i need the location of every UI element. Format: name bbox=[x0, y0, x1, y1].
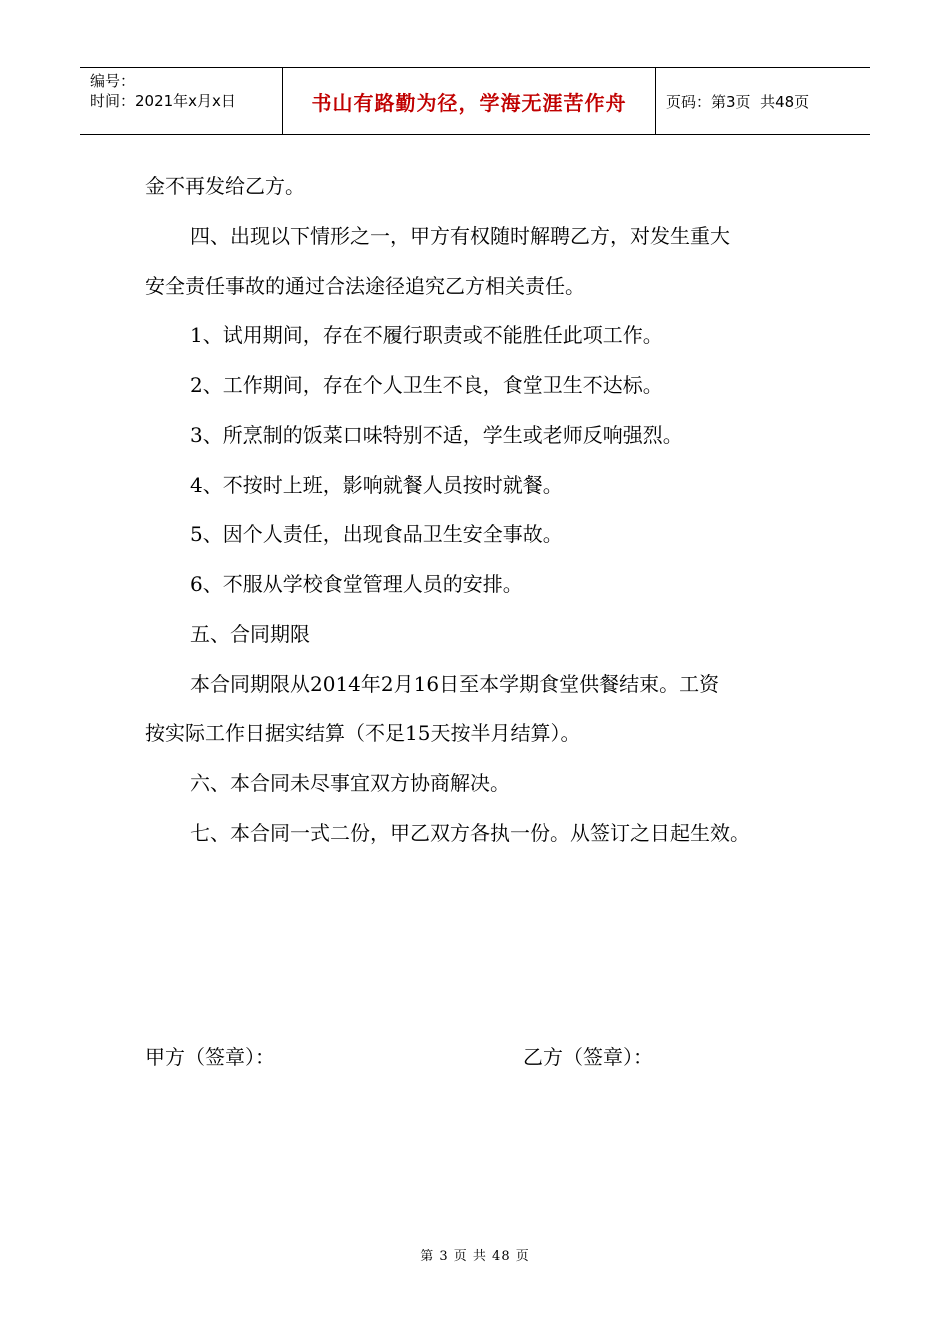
list-item: 5、因个人责任，出现食品卫生安全事故。 bbox=[190, 522, 563, 546]
list-item: 3、所烹制的饭菜口味特别不适，学生或老师反响强烈。 bbox=[190, 423, 683, 447]
list-item: 6、不服从学校食堂管理人员的安排。 bbox=[190, 572, 523, 596]
body-line: 本合同期限从2014年2月16日至本学期食堂供餐结束。工资 bbox=[190, 672, 720, 696]
list-item: 4、不按时上班，影响就餐人员按时就餐。 bbox=[190, 473, 563, 497]
header-page-number: 页码：第3页 共48页 bbox=[666, 92, 810, 111]
body-line: 金不再发给乙方。 bbox=[145, 174, 305, 198]
section-heading-seven: 七、本合同一式二份，甲乙双方各执一份。从签订之日起生效。 bbox=[190, 821, 750, 845]
page-footer: 第 3 页 共 48 页 bbox=[420, 1249, 530, 1264]
header-page-info bbox=[656, 68, 870, 134]
document-header bbox=[80, 67, 870, 135]
document-date: 时间：2021年x月x日 bbox=[90, 92, 236, 110]
section-heading-five: 五、合同期限 bbox=[190, 622, 310, 646]
header-meta bbox=[80, 68, 282, 134]
body-line: 按实际工作日据实结算（不足15天按半月结算）。 bbox=[145, 721, 581, 745]
section-heading-six: 六、本合同未尽事宜双方协商解决。 bbox=[190, 771, 510, 795]
header-motto: 书山有路勤为径，学海无涯苦作舟 bbox=[282, 68, 656, 134]
list-item: 2、工作期间，存在个人卫生不良，食堂卫生不达标。 bbox=[190, 373, 663, 397]
body-line: 安全责任事故的通过合法途径追究乙方相关责任。 bbox=[145, 274, 585, 298]
party-a-signature-label: 甲方（签章）： bbox=[145, 1045, 275, 1069]
list-item: 1、试用期间，存在不履行职责或不能胜任此项工作。 bbox=[190, 323, 663, 347]
document-number-label: 编号： bbox=[90, 72, 136, 90]
section-heading-four: 四、出现以下情形之一，甲方有权随时解聘乙方，对发生重大 bbox=[190, 224, 730, 248]
party-b-signature-label: 乙方（签章）： bbox=[523, 1045, 653, 1069]
